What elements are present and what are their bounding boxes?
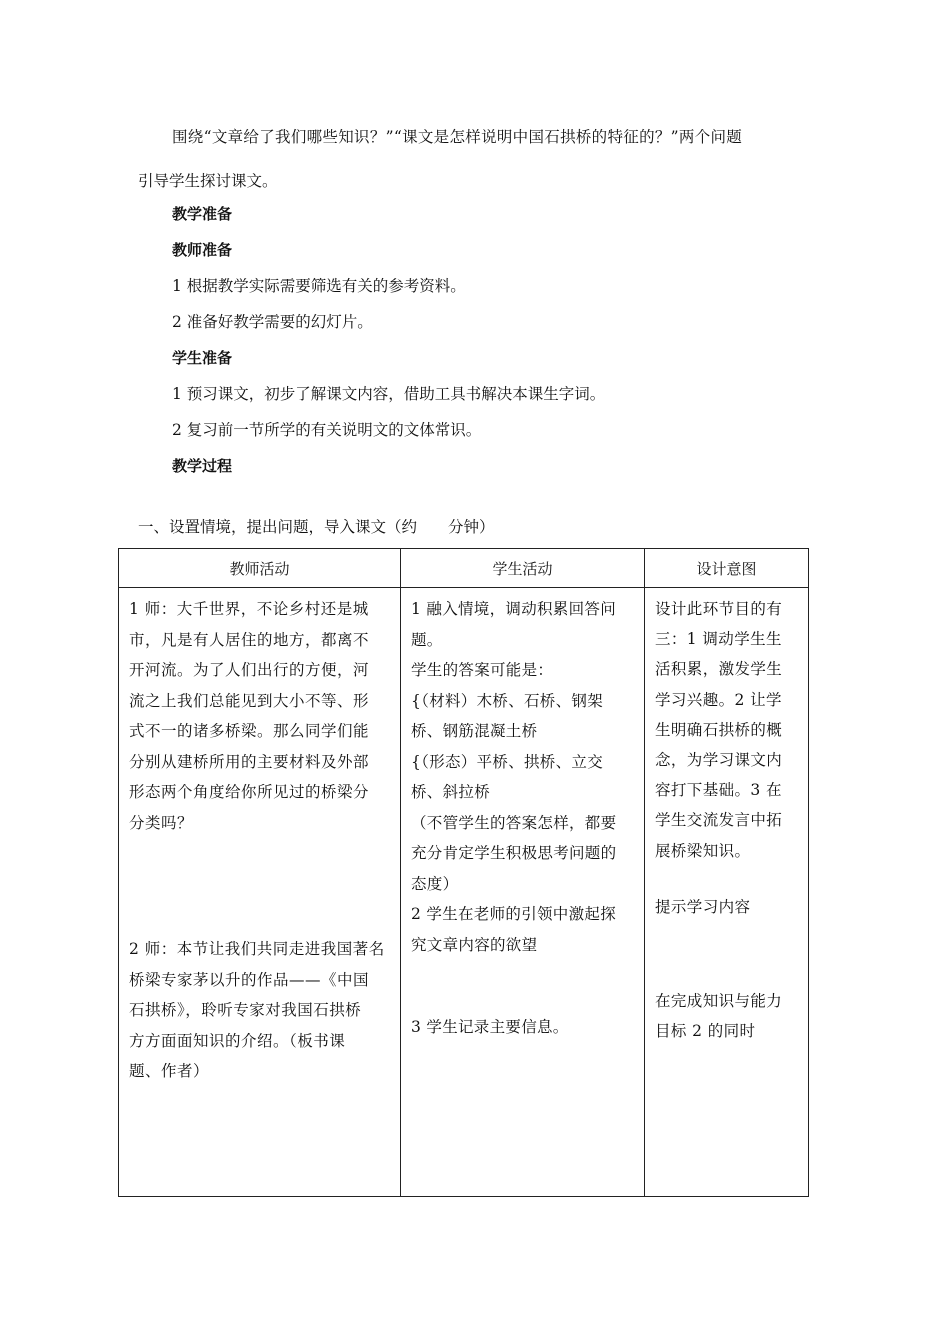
teacher-text: 式不一的诸多桥梁。那么同学们能 xyxy=(129,722,370,740)
teacher-text: 分别从建桥所用的主要材料及外部 xyxy=(129,752,370,771)
teacher-prep-item-2: 2 准备好教学需要的幻灯片。 xyxy=(172,313,373,331)
intent-text: 容打下基础。3 在 xyxy=(655,781,782,800)
student-text: 态度） xyxy=(411,874,459,893)
table-header-row xyxy=(119,549,809,588)
heading-teaching-prep: 教学准备 xyxy=(172,205,233,223)
intent-text: 学生交流发言中拓 xyxy=(655,811,783,830)
header-design-intent: 设计意图 xyxy=(645,549,809,588)
intro-line-1: 围绕“文章给了我们哪些知识？”“课文是怎样说明中国石拱桥的特征的？”两个问题 xyxy=(172,128,743,146)
teacher-text: 方方面面知识的介绍。（板书课 xyxy=(129,1031,346,1050)
intent-text: 活积累，激发学生 xyxy=(655,660,783,679)
student-prep-item-1: 1 预习课文，初步了解课文内容，借助工具书解决本课生字词。 xyxy=(172,385,606,403)
student-text: （不管学生的答案怎样，都要 xyxy=(411,813,617,832)
heading-teaching-process: 教学过程 xyxy=(172,457,233,475)
intent-text: 提示学习内容 xyxy=(655,897,751,916)
intent-text: 三：1 调动学生生 xyxy=(655,630,782,649)
student-prep-item-2: 2 复习前一节所学的有关说明文的文体常识。 xyxy=(172,421,482,439)
student-text: {（材料）木桥、石桥、钢架 xyxy=(411,691,604,710)
teacher-text: 桥梁专家茅以升的作品——《中国 xyxy=(129,970,370,989)
student-text: 1 融入情境，调动积累回答问 xyxy=(411,600,616,618)
teacher-text: 题、作者） xyxy=(129,1062,210,1080)
teacher-text: 2 师：本节让我们共同走进我国著名 xyxy=(129,940,385,958)
student-text: 学生的答案可能是： xyxy=(411,661,554,679)
student-activity-cell xyxy=(401,588,645,1197)
student-text: 桥、钢筋混凝土桥 xyxy=(411,722,538,740)
header-student-activity: 学生活动 xyxy=(401,549,645,588)
student-text: 究文章内容的欲望 xyxy=(411,935,538,954)
student-text: {（形态）平桥、拱桥、立交 xyxy=(411,752,604,771)
design-intent-cell xyxy=(645,588,809,1197)
intent-text: 展桥梁知识。 xyxy=(655,841,751,860)
lesson-table xyxy=(118,548,809,1197)
teacher-text: 分类吗？ xyxy=(129,813,194,832)
intent-text: 目标 2 的同时 xyxy=(655,1022,756,1041)
student-text: 桥、斜拉桥 xyxy=(411,783,491,801)
table-row xyxy=(119,588,809,1197)
teacher-activity-cell xyxy=(119,588,401,1197)
intro-line-2: 引导学生探讨课文。 xyxy=(138,172,278,190)
intent-text: 学习兴趣。2 让学 xyxy=(655,690,782,709)
student-text: 题。 xyxy=(411,630,443,649)
heading-teacher-prep: 教师准备 xyxy=(172,241,233,259)
intent-text: 设计此环节目的有 xyxy=(655,600,783,618)
teacher-prep-item-1: 1 根据教学实际需要筛选有关的参考资料。 xyxy=(172,277,466,295)
teacher-text: 流之上我们总能见到大小不等、形 xyxy=(129,691,370,710)
teacher-text: 石拱桥》，聆听专家对我国石拱桥 xyxy=(129,1001,362,1019)
intent-text: 念，为学习课文内 xyxy=(655,751,783,770)
teacher-text: 开河流。为了人们出行的方便，河 xyxy=(129,661,370,679)
teacher-text: 1 师：大千世界，不论乡村还是城 xyxy=(129,600,369,618)
section-title: 一、设置情境，提出问题，导入课文（约 分钟） xyxy=(138,518,495,536)
student-text: 3 学生记录主要信息。 xyxy=(411,1018,569,1036)
intent-text: 生明确石拱桥的概 xyxy=(655,720,783,739)
intent-text: 在完成知识与能力 xyxy=(655,992,783,1011)
student-text: 2 学生在老师的引领中激起探 xyxy=(411,905,616,923)
header-teacher-activity: 教师活动 xyxy=(119,549,401,588)
student-text: 充分肯定学生积极思考问题的 xyxy=(411,844,617,862)
heading-student-prep: 学生准备 xyxy=(172,349,233,367)
teacher-text: 形态两个角度给你所见过的桥梁分 xyxy=(129,783,370,801)
teacher-text: 市，凡是有人居住的地方，都离不 xyxy=(129,630,370,649)
